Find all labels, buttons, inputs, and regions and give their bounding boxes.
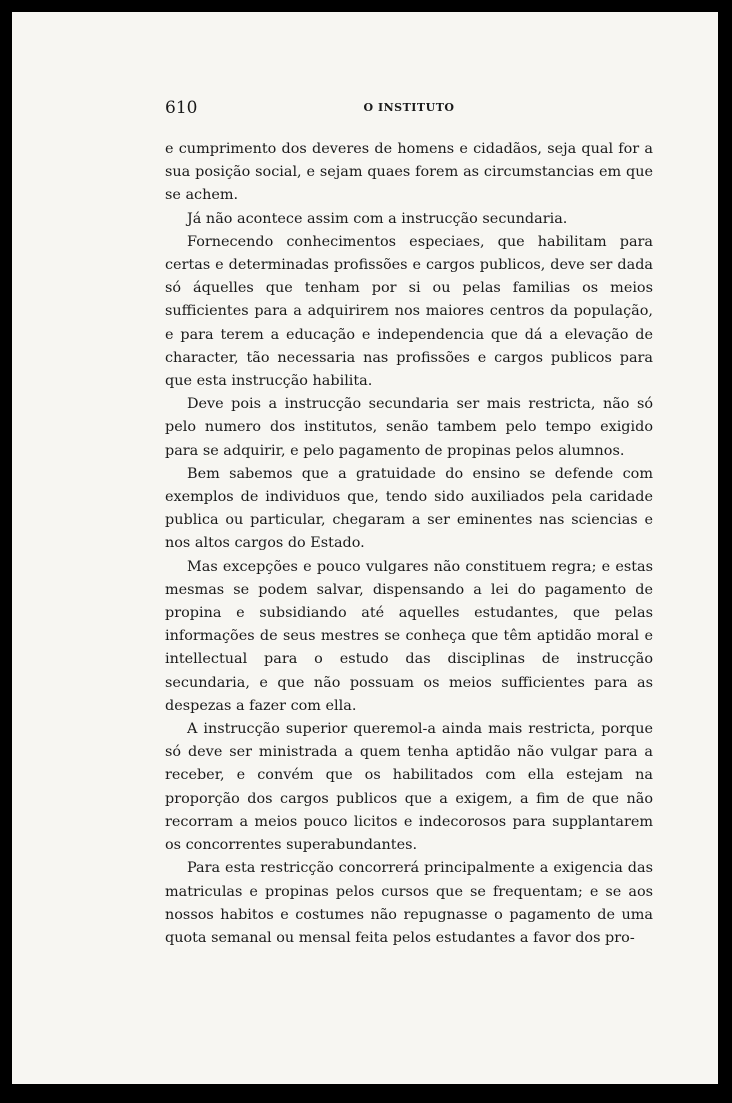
paragraph: Mas excepções e pouco vulgares não constituem regra; e estas mesmas se podem salvar, dispensando a lei do pagamento de propina e subsidiando até aquelles estudantes, que pelas informações de seus mestres se conheça que têm aptidão moral e intellectual para o estudo das disciplinas de instrucção secundaria, e que não possuam os meios sufficientes para as despezas a fazer com ella. (165, 558, 653, 714)
page-content (165, 98, 653, 950)
paragraph: Deve pois a instrucção secundaria ser mais restricta, não só pelo numero dos institutos, senão tambem pelo tempo exigido para se adquirir, e pelo pagamento de propinas pelos alumnos. (165, 396, 653, 459)
paragraph: Fornecendo conhecimentos especiaes, que habilitam para certas e determinadas profissões e cargos publicos, deve ser dada só áquelles que tenham por si ou pelas familias os meios sufficientes para a adquirirem nos maiores centros da população, e para terem a educação e independencia que dá a elevação de character, tão necessaria nas profissões e cargos publicos para que esta instrucção habilita. (165, 233, 653, 390)
document-page (12, 12, 718, 1084)
paragraph: Já não acontece assim com a instrucção secundaria. (187, 210, 568, 227)
paragraph: Bem sabemos que a gratuidade do ensino se defende com exemplos de individuos que, tendo sido auxiliados pela caridade publica ou particular, chegaram a ser eminentes nas sciencias e nos altos cargos do Estado. (165, 465, 653, 552)
body-text (165, 138, 653, 950)
paragraph: A instrucção superior queremol-a ainda mais restricta, porque só deve ser ministrada a quem tenha aptidão não vulgar para a receber, e convém que os habilitados com ella estejam na proporção dos cargos publicos que a exigem, a fim de que não recorram a meios pouco licitos e indecorosos para supplantarem os concorrentes superabundantes. (165, 721, 653, 854)
page-header (165, 98, 653, 122)
page-number: 610 (165, 98, 198, 118)
paragraph: Para esta restricção concorrerá principalmente a exigencia das matriculas e propinas pelos cursos que se frequentam; e se aos nossos habitos e costumes não repugnasse o pagamento de uma quota semanal ou mensal feita pelos estudantes a favor dos pro- (165, 860, 653, 946)
paragraph-continuation: e cumprimento dos deveres de homens e cidadãos, seja qual for a sua posição social, e sejam quaes forem as circumstancias em que se achem. (165, 141, 653, 204)
running-title: O INSTITUTO (363, 101, 455, 114)
